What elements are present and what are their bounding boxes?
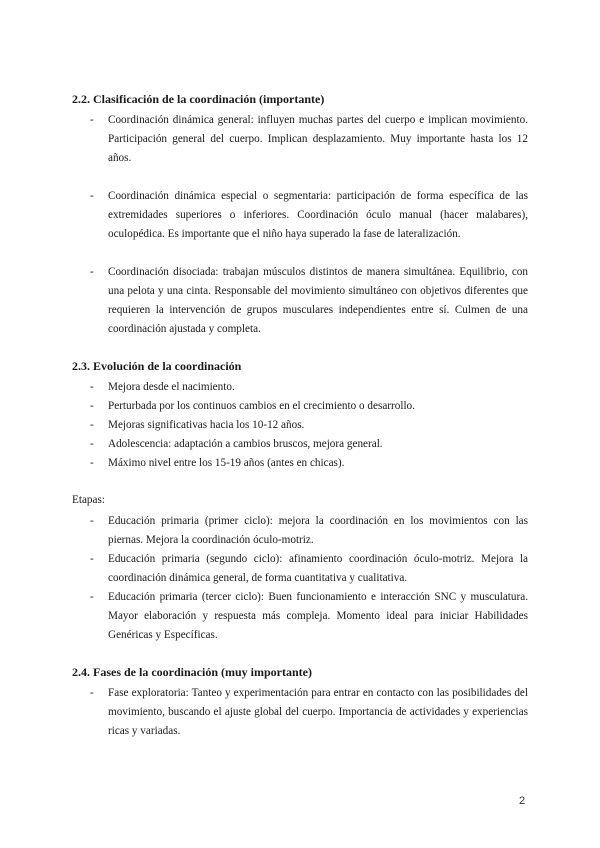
list-item [72, 111, 528, 168]
list-item [72, 454, 528, 473]
bullet-dash: - [90, 266, 94, 278]
list-item-text: Coordinación disociada: trabajan músculos distintos de manera simultánea. Equilibrio, con una pelota y una cinta. Responsable del movimiento simultáneo con objetivos diferentes que requieren la intervención de grupos musculares independientes entre sí. Culmen de una coordinación ajustada y completa. [108, 266, 528, 335]
bullet-dash: - [90, 553, 94, 565]
page-number: 2 [519, 795, 526, 807]
list-item-text: Educación primaria (segundo ciclo): afinamiento coordinación óculo-motriz. Mejora la coordinación dinámica general, de forma cuantitativa y cualitativa. [108, 553, 528, 584]
bullet-dash: - [90, 515, 94, 527]
bullet-dash: - [90, 190, 94, 202]
section-heading: 2.3. Evolución de la coordinación [72, 359, 242, 373]
list-item-text: Fase exploratoria: Tanteo y experimentación para entrar en contacto con las posibilidades del movimiento, buscando el ajuste global del cuerpo. Importancia de actividades y experiencias ricas y variadas. [108, 687, 528, 737]
list-item-text: Educación primaria (primer ciclo): mejora la coordinación en los movimientos con las piernas. Mejora la coordinación óculo-motriz. [108, 515, 528, 546]
etapas-label: Etapas: [72, 494, 105, 506]
bullet-list [72, 684, 528, 741]
section-clasificacion [72, 90, 528, 339]
list-item-text: Máximo nivel entre los 15-19 años (antes en chicas). [108, 457, 345, 469]
bullet-dash: - [90, 114, 94, 126]
list-item [72, 263, 528, 339]
bullet-dash: - [90, 400, 94, 412]
section-evolucion [72, 357, 528, 473]
bullet-dash: - [90, 687, 94, 699]
list-item-text: Adolescencia: adaptación a cambios bruscos, mejora general. [108, 438, 383, 450]
list-item-text: Perturbada por los continuos cambios en el crecimiento o desarrollo. [108, 400, 415, 412]
list-item [72, 435, 528, 454]
list-item [72, 187, 528, 244]
list-item [72, 397, 528, 416]
list-item-text: Educación primaria (tercer ciclo): Buen funcionamiento e interacción SNC y musculatura. Mayor elaboración y respuesta más compleja. Momento ideal para iniciar Habilidades Genéricas y Específicas. [108, 591, 528, 641]
section-etapas [72, 491, 528, 645]
section-fases [72, 663, 528, 741]
bullet-list [72, 378, 528, 473]
list-item-text: Mejoras significativas hacia los 10-12 años. [108, 419, 305, 431]
list-item [72, 416, 528, 435]
page-content [72, 90, 528, 759]
bullet-dash: - [90, 381, 94, 393]
bullet-list [72, 111, 528, 339]
section-heading: 2.4. Fases de la coordinación (muy importante) [72, 665, 312, 679]
bullet-list [72, 512, 528, 645]
bullet-dash: - [90, 438, 94, 450]
list-item-text: Mejora desde el nacimiento. [108, 381, 235, 393]
list-item [72, 588, 528, 645]
list-item [72, 512, 528, 550]
bullet-dash: - [90, 591, 94, 603]
section-heading: 2.2. Clasificación de la coordinación (importante) [72, 92, 325, 106]
list-item [72, 550, 528, 588]
bullet-dash: - [90, 457, 94, 469]
list-item [72, 684, 528, 741]
list-item-text: Coordinación dinámica general: influyen muchas partes del cuerpo e implican movimiento. Participación general del cuerpo. Implican desplazamiento. Muy importante hasta los 12 años. [108, 114, 528, 164]
list-item [72, 378, 528, 397]
list-item-text: Coordinación dinámica especial o segmentaria: participación de forma específica de las extremidades superiores o inferiores. Coordinación óculo manual (hacer malabares), oculopédica. Es importante que el niño haya superado la fase de lateralización. [108, 190, 528, 240]
bullet-dash: - [90, 419, 94, 431]
